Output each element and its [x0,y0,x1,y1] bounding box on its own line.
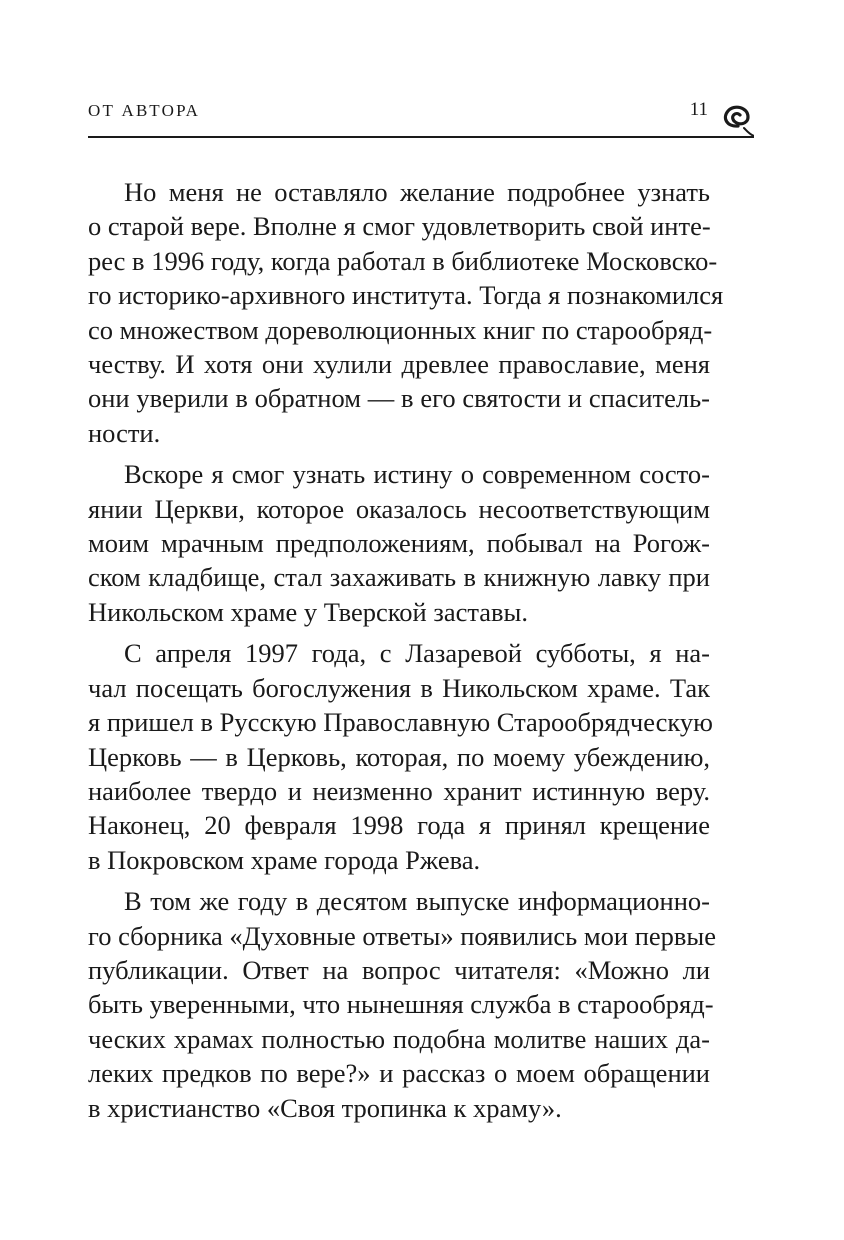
text-line: ности. [88,417,161,448]
paragraph [88,884,716,1125]
text-line: В том же году в десятом выпуске информационно- [124,886,710,917]
text-line: наиболее твердо и неизменно хранит истинную веру. [88,775,710,806]
text-line: леких предков по вере?» и рассказ о моем обращении [88,1058,710,1089]
text-line: о старой вере. Вполне я смог удовлетворить свой инте- [88,211,711,242]
text-line: моим мрачным предположениям, побывал на Рогож- [88,528,710,559]
text-line: Вскоре я смог узнать истину о современном состо- [124,459,710,490]
text-line: они уверили в обратном — в его святости и спаситель- [88,383,710,414]
header-rule [88,136,754,138]
running-header [88,98,754,138]
text-line: быть уверенными, что нынешняя служба в старообряд- [88,989,714,1020]
running-header-title: ОТ АВТОРА [88,101,201,120]
text-line: чал посещать богослужения в Никольском храме. Так [88,672,710,703]
text-line: рес в 1996 году, когда работал в библиотеке Московско- [88,245,718,276]
text-line: С апреля 1997 года, с Лазаревой субботы, я на- [124,638,710,669]
text-line: я пришел в Русскую Православную Старообрядческую [88,707,713,738]
text-line: го историко-архивного института. Тогда я познакомился [88,280,724,311]
paragraph [88,175,724,450]
text-line: Церковь — в Церковь, которая, по моему убеждению, [88,741,710,772]
text-line: го сборника «Духовные ответы» появились мои первые [88,920,716,951]
paragraph [88,636,713,877]
text-line: ском кладбище, стал захаживать в книжную лавку при [88,562,710,593]
spiral-ornament-icon [718,98,754,138]
text-line: в христианство «Своя тропинка к храму». [88,1092,562,1123]
text-line: ческих храмах полностью подобна молитве наших да- [88,1023,710,1054]
paragraph [88,457,710,629]
text-line: Наконец, 20 февраля 1998 года я принял крещение [88,810,710,841]
text-line: Никольском храме у Тверской заставы. [88,596,528,627]
text-line: публикации. Ответ на вопрос читателя: «Можно ли [88,954,710,985]
main-text [88,175,724,1132]
page-number: 11 [689,99,708,120]
text-line: Но меня не оставляло желание подробнее узнать [124,177,710,207]
text-line: в Покровском храме города Ржева. [88,844,481,875]
text-line: честву. И хотя они хулили древлее православие, меня [88,349,710,380]
text-line: со множеством дореволюционных книг по старообряд- [88,314,713,345]
text-line: янии Церкви, которое оказалось несоответствующим [88,493,710,524]
